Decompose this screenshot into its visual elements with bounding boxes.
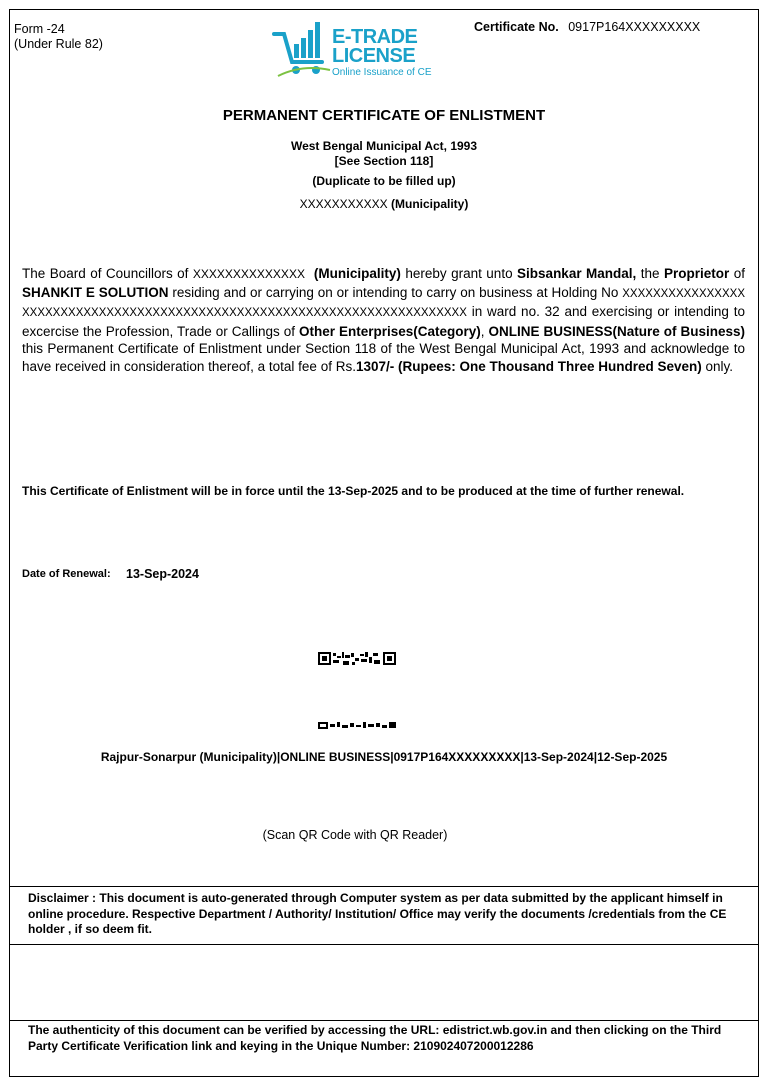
- etrade-license-logo: [272, 18, 432, 82]
- body-text: of: [729, 266, 745, 281]
- municipality-label: (Municipality): [391, 197, 469, 211]
- renewal-date-value: 13-Sep-2024: [126, 567, 199, 581]
- certificate-number-value: 0917P164XXXXXXXXX: [568, 20, 701, 34]
- body-text: hereby grant unto: [400, 266, 518, 281]
- divider: [9, 886, 759, 887]
- fee-amount: 1307/- (Rupees: One Thousand Three Hundred Seven): [355, 358, 702, 374]
- municipality-blank: XXXXXXXXXXX: [299, 197, 388, 211]
- body-text: only.: [701, 358, 734, 374]
- body-municipality-label: (Municipality): [313, 266, 401, 281]
- disclaimer-text: Disclaimer : This document is auto-generated through Computer system as per data submitted by the applicant himself in online procedure. Respective Department / Authority/ Institution/ Office may verify the documents /credentials from the CE holder , if so deem fit.: [28, 891, 727, 936]
- holding-number-blank: XXXXXXXXXXXXXXXXXXXXXXXXXXXXXXXXXXXXXXXXXXXXXXXXXXXXXXXXXXXXXXXXXXXXXXXXXX: [22, 287, 745, 319]
- qr-code-icon: [318, 652, 396, 665]
- authenticity-text: The authenticity of this document can be verified by accessing the URL: edistrict.wb.gov.in and then clicking on the Third Party Certificate Verification link and keying in the Unique Number: 210902407200012286: [28, 1023, 722, 1053]
- rule-label: (Under Rule 82): [14, 37, 103, 51]
- body-municipality-blank: XXXXXXXXXXXXXX: [192, 267, 305, 281]
- act-name: West Bengal Municipal Act, 1993: [290, 139, 478, 153]
- municipality-line: [0, 197, 768, 211]
- logo-text-etrade: E-TRADE: [332, 26, 418, 48]
- section-reference: [See Section 118]: [334, 154, 434, 168]
- validity-statement: This Certificate of Enlistment will be in force until the 13-Sep-2025 and to be produced at the time of further renewal.: [22, 484, 685, 498]
- form-number-label: Form -24: [14, 22, 65, 36]
- body-text: ,: [480, 323, 489, 339]
- body-text: The Board of Councillors of: [22, 266, 193, 281]
- form-number: [14, 22, 103, 52]
- business-nature: ONLINE BUSINESS(Nature of Business): [488, 323, 745, 339]
- scan-instruction: (Scan QR Code with QR Reader): [262, 828, 448, 842]
- licensee-name: Sibsankar Mandal,: [517, 266, 637, 281]
- divider: [9, 944, 759, 945]
- certificate-body: [22, 265, 745, 375]
- business-name: SHANKIT E SOLUTION: [22, 284, 169, 300]
- certificate-number: [474, 20, 700, 34]
- body-text: the: [636, 266, 664, 281]
- body-text: this Permanent Certificate of Enlistment under Section 118 of the West Bengal Municipal Act, 1993 and acknowledge to have received in consideration thereof, a total fee of Rs.: [22, 341, 745, 374]
- certificate-number-label: Certificate No.: [474, 20, 559, 34]
- trade-category: Other Enterprises(Category): [298, 323, 481, 339]
- duplicate-note: (Duplicate to be filled up): [312, 174, 456, 188]
- document-title: PERMANENT CERTIFICATE OF ENLISTMENT: [222, 107, 546, 124]
- renewal-date-label: Date of Renewal:: [22, 568, 111, 580]
- qr-code-strip-icon: [318, 722, 396, 729]
- qr-data-text: Rajpur-Sonarpur (Municipality)|ONLINE BUSINESS|0917P164XXXXXXXXX|13-Sep-2024|12-Sep-2025: [100, 750, 668, 764]
- licensee-role: Proprietor: [663, 266, 730, 281]
- logo-text-license: LICENSE: [332, 45, 416, 67]
- body-text: residing and or carrying on or intending to carry on business at Holding No: [168, 284, 623, 300]
- logo-tagline: Online Issuance of CE: [332, 67, 432, 78]
- cart-icon: [272, 20, 332, 82]
- divider: [9, 1020, 759, 1021]
- body-text: in ward no. 32 and exercising or intending to excercise the Profession, Trade or Callings of: [22, 304, 745, 339]
